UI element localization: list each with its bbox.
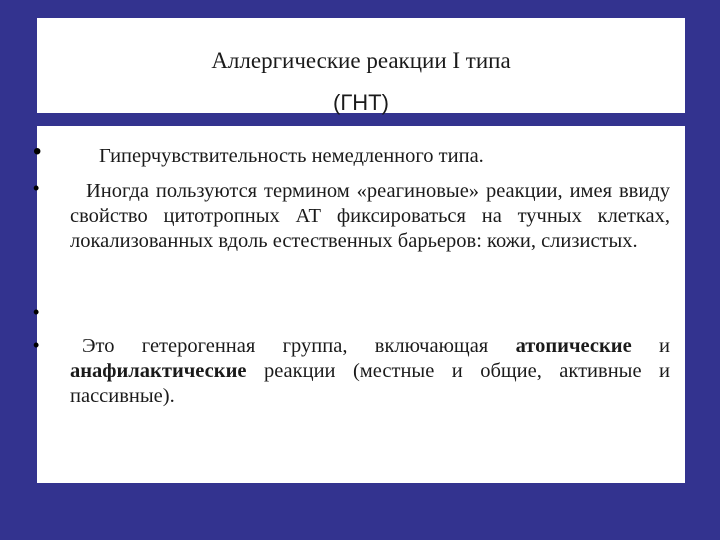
term-anaphylactic: анафилактические <box>70 360 247 382</box>
bullet-4-part-2: и <box>631 335 670 357</box>
title-panel <box>37 18 685 113</box>
term-atopic: атопические <box>515 335 632 357</box>
slide-subtitle: (ГНТ) <box>333 90 389 115</box>
bullet-4-part-1: Это гетерогенная группа, включающая <box>82 335 516 357</box>
content-panel <box>33 126 685 483</box>
bullet-text-1: Гиперчувствительность немедленного типа. <box>99 145 484 167</box>
bullet-marker: • <box>33 335 40 355</box>
slide-title: Аллергические реакции I типа <box>211 48 511 73</box>
bullet-marker: • <box>33 138 42 165</box>
bullet-marker: • <box>33 302 40 322</box>
bullet-marker: • <box>33 178 40 198</box>
bullet-text-2: Иногда пользуются термином «реагиновые» реакции, имея ввиду свойство цитотропных АТ фиксироваться на тучных клетках, локализованных вдоль естественных барьеров: кожи, слизистых. <box>70 180 670 252</box>
bullet-4-part-3: реакции (местные и общие, активные и пассивные). <box>70 360 670 407</box>
bullet-text-4 <box>70 334 670 409</box>
